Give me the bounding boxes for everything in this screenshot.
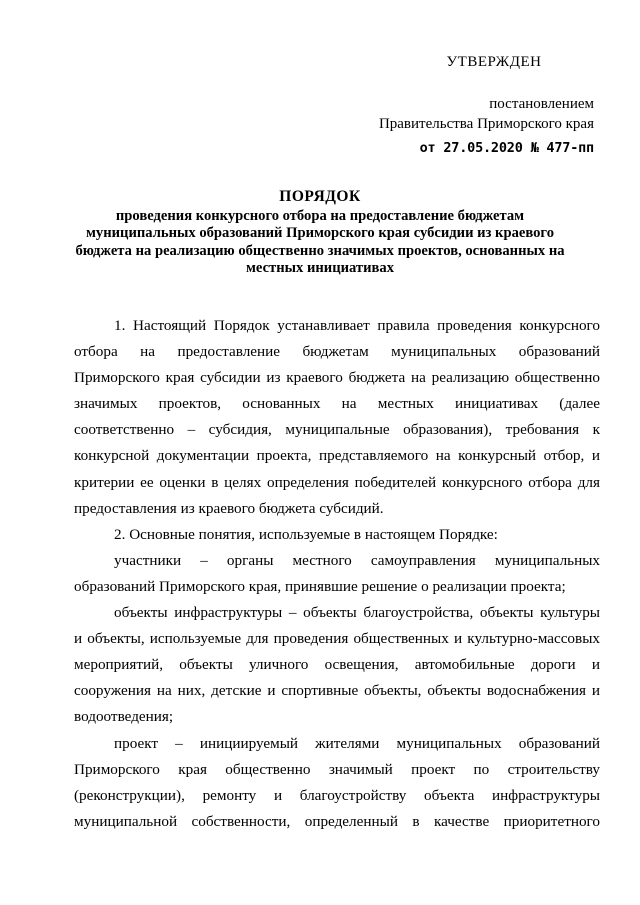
text-line: отбора на предоставление бюджетам муниципальных образований xyxy=(74,343,600,361)
text-line: конкурсной документации проекта, представляемого на конкурсный отбор, и xyxy=(74,447,600,465)
document-title: ПОРЯДОК xyxy=(279,188,361,205)
text-line: образований Приморского края, принявшие решение о реализации проекта; xyxy=(74,577,566,595)
document-subtitle-line: проведения конкурсного отбора на предоставление бюджетам xyxy=(115,207,525,224)
approval-line-1: постановлением xyxy=(489,96,594,112)
document-subtitle-line: бюджета на реализацию общественно значимых проектов, основанных на xyxy=(75,242,565,259)
approval-block xyxy=(354,52,594,158)
text-line: муниципальной собственности, определенный в качестве приоритетного xyxy=(74,812,600,830)
text-line: 1. Настоящий Порядок устанавливает правила проведения конкурсного xyxy=(114,317,600,334)
text-line: 2. Основные понятия, используемые в настоящем Порядке: xyxy=(114,525,498,543)
text-line: Приморского края общественно значимый проект по строительству xyxy=(74,760,600,778)
text-line: (реконструкции), ремонту и благоустройству объекта инфраструктуры xyxy=(74,786,600,804)
paragraph-definition-participants xyxy=(74,548,600,600)
text-line: значимых проектов, основанных на местных инициативах (далее xyxy=(74,395,600,413)
paragraph-1 xyxy=(74,313,600,522)
paragraph-2 xyxy=(74,522,600,548)
approval-stamp-title: УТВЕРЖДЕН xyxy=(446,54,542,70)
paragraph-definition-project xyxy=(74,731,600,835)
text-line: водоотведения; xyxy=(74,708,174,726)
document-body xyxy=(74,313,600,835)
document-heading xyxy=(70,188,570,278)
text-line: и объекты, используемые для проведения общественных и культурно-массовых xyxy=(74,630,600,648)
text-line: сооружения на них, детские и спортивные объекты, объекты водоснабжения и xyxy=(74,682,600,700)
text-line: соответственно – субсидия, муниципальные образования), требования к xyxy=(74,421,600,439)
text-line: мероприятий, объекты уличного освещения, автомобильные дороги и xyxy=(74,656,600,674)
document-subtitle-line: муниципальных образований Приморского края субсидии из краевого xyxy=(85,225,554,241)
paragraph-definition-infrastructure xyxy=(74,600,600,730)
approval-line-2: Правительства Приморского края xyxy=(378,116,594,132)
text-line: участники – органы местного самоуправления муниципальных xyxy=(114,551,600,569)
text-line: предоставления из краевого бюджета субсидий. xyxy=(74,499,384,517)
text-line: критерии ее оценки в целях определения победителей конкурсного отбора для xyxy=(74,473,600,491)
document-subtitle-line: местных инициативах xyxy=(245,260,394,276)
decree-reference: от 27.05.2020 № 477-пп xyxy=(419,140,594,156)
text-line: Приморского края субсидии из краевого бюджета на реализацию общественно xyxy=(74,369,600,387)
text-line: проект – инициируемый жителями муниципальных образований xyxy=(114,734,600,752)
text-line: объекты инфраструктуры – объекты благоустройства, объекты культуры xyxy=(114,604,600,622)
